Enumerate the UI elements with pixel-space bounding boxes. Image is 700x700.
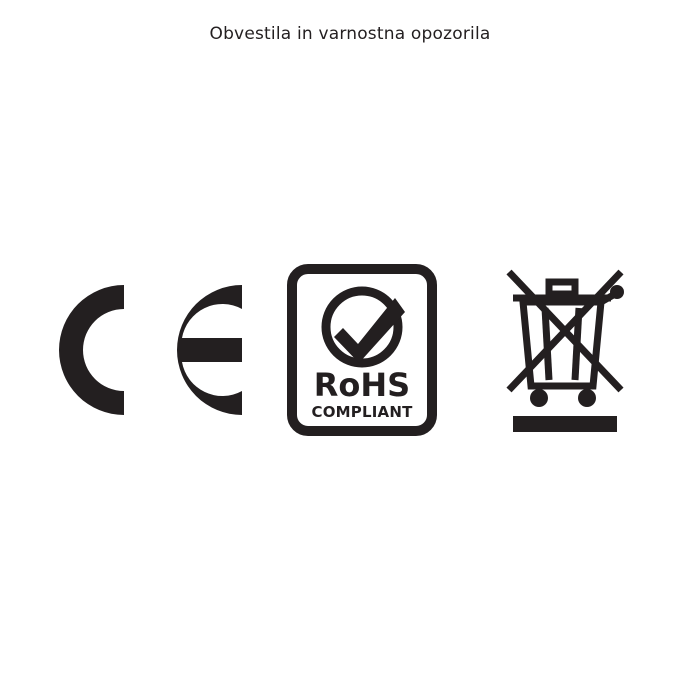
rohs-symbol [277,260,447,440]
svg-text:RoHS: RoHS [313,366,410,404]
ce-mark-icon [52,275,252,425]
page-title: Obvestila in varnostna opozorila [209,24,491,44]
weee-symbol [481,260,651,440]
svg-text:COMPLIANT: COMPLIANT [310,403,413,421]
compliance-symbol-row [0,255,700,445]
ce-marking-symbol [50,260,255,440]
rohs-compliant-icon [287,264,437,436]
weee-bin-icon [501,264,631,436]
